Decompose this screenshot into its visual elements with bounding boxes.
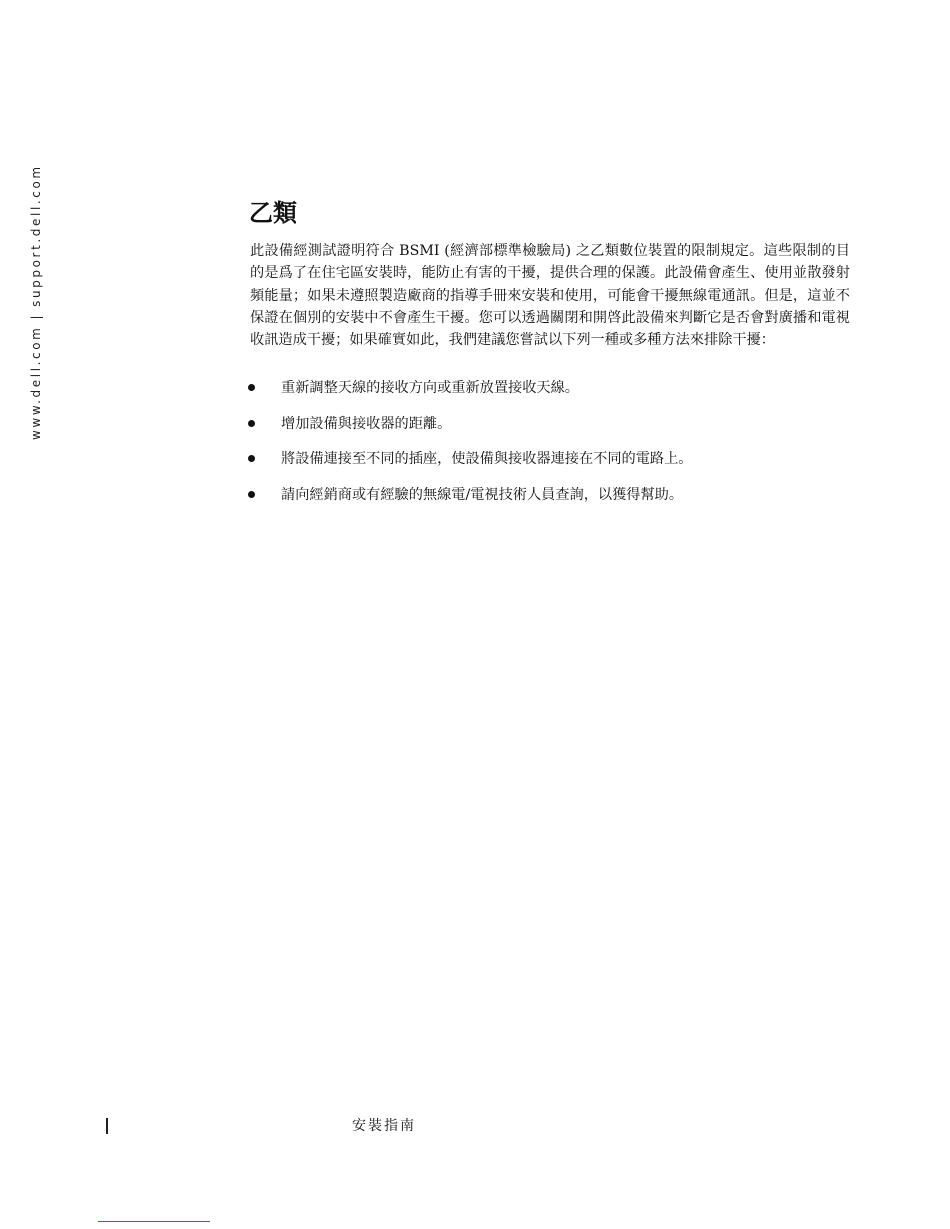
bullet-text: 請向經銷商或有經驗的無線電/電視技術人員查詢，以獲得幫助。 — [281, 486, 684, 503]
list-item — [248, 448, 868, 484]
bullet-icon — [248, 384, 255, 391]
sidebar-url — [28, 160, 44, 440]
footer-title: 安裝指南 — [352, 1118, 416, 1134]
bullet-text: 增加設備與接收器的距離。 — [281, 415, 452, 432]
footer-page-marker — [106, 1118, 108, 1134]
bullet-list — [248, 377, 868, 519]
bullet-text: 重新調整天線的接收方向或重新放置接收天線。 — [281, 380, 579, 396]
list-item — [248, 377, 868, 413]
list-item — [248, 413, 868, 449]
sidebar-url-separator: | — [29, 312, 43, 320]
bullet-text: 將設備連接至不同的插座，使設備與接收器連接在不同的電路上。 — [281, 451, 693, 467]
body-paragraph: 此設備經測試證明符合 BSMI (經濟部標準檢驗局) 之乙類數位裝置的限制規定。這些限制的目的是爲了在住宅區安裝時，能防止有害的干擾，提供合理的保護。此設備會產生、使用並散發射頻能量；如果未遵照製造廠商的指導手冊來安裝和使用，可能會干擾無線電通訊。但是，這並不保證在個別的安裝中不會產生干擾。您可以透過關閉和開啓此設備來判斷它是否會對廣播和電視收訊造成干擾；如果確實如此，我們建議您嘗試以下列一種或多種方法來排除干擾： — [250, 243, 850, 349]
bottom-rule — [98, 1221, 210, 1222]
section-title: 乙類 — [249, 199, 297, 227]
bullet-icon — [248, 420, 255, 427]
bullet-icon — [248, 455, 255, 462]
bullet-icon — [248, 491, 255, 498]
list-item — [248, 484, 868, 520]
sidebar-url-dell[interactable]: www.dell.com — [29, 325, 43, 440]
sidebar-url-support[interactable]: support.dell.com — [29, 164, 43, 307]
